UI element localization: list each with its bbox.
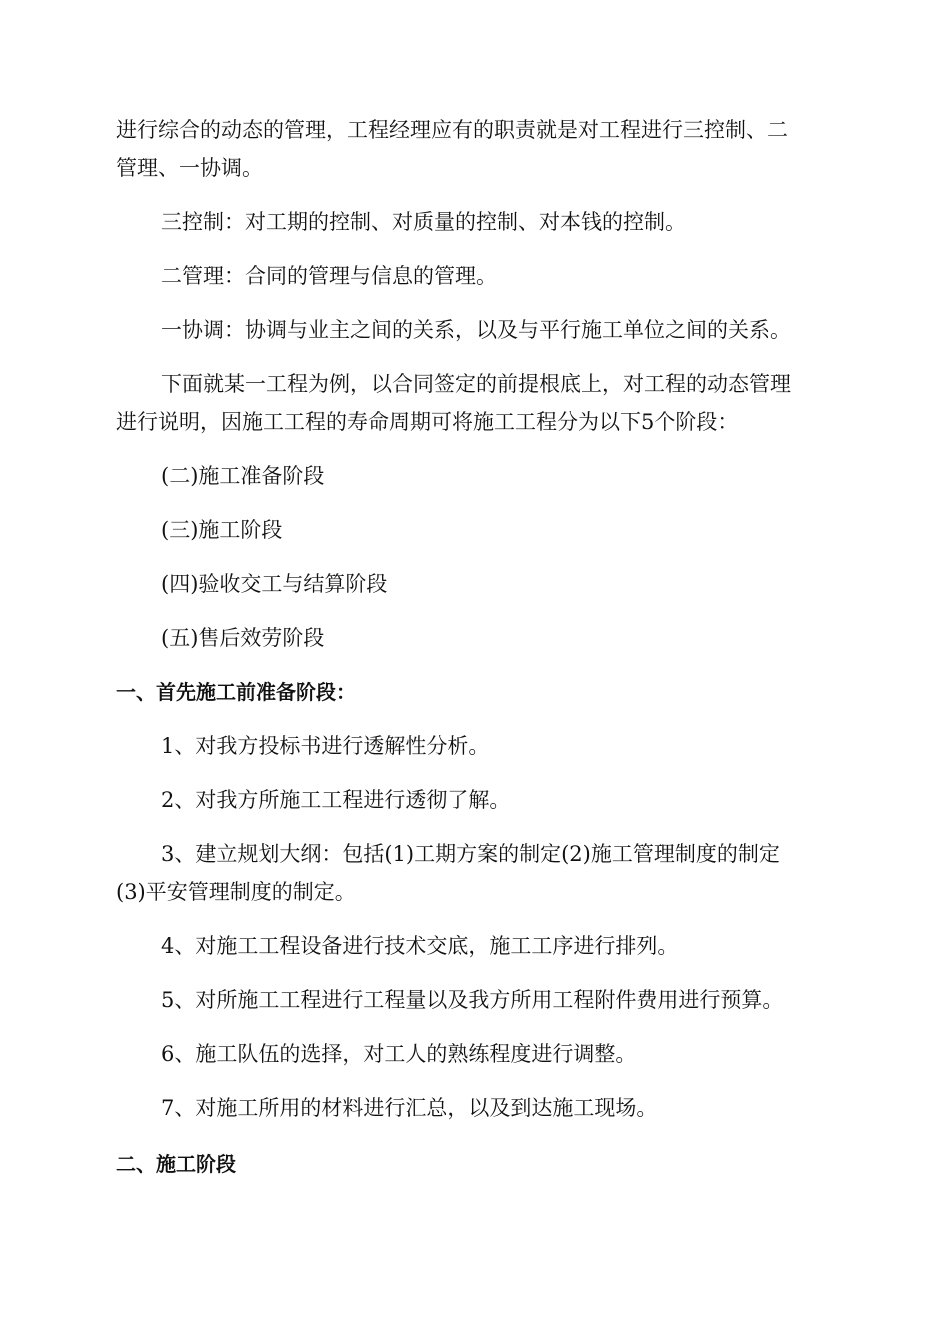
intro-line-1: 进行综合的动态的管理，工程经理应有的职责就是对工程进行三控制、二 — [116, 118, 788, 142]
example-line-2: 进行说明，因施工工程的寿命周期可将施工工程分为以下5个阶段： — [116, 410, 739, 434]
two-management-paragraph: 二管理：合同的管理与信息的管理。 — [161, 264, 497, 288]
three-controls-paragraph: 三控制：对工期的控制、对质量的控制、对本钱的控制。 — [161, 210, 686, 234]
section-1-item-continuation: (3)平安管理制度的制定。 — [116, 880, 356, 904]
section-1-item: 5、对所施工工程进行工程量以及我方所用工程附件费用进行预算。 — [161, 988, 784, 1012]
stage-item: (三)施工阶段 — [161, 518, 283, 542]
section-1-heading: 一、首先施工前准备阶段： — [116, 680, 356, 704]
stage-item: (五)售后效劳阶段 — [161, 626, 325, 650]
section-1-item: 6、施工队伍的选择，对工人的熟练程度进行调整。 — [161, 1042, 637, 1066]
stage-item: (四)验收交工与结算阶段 — [161, 572, 388, 596]
section-1-item: 3、建立规划大纲：包括(1)工期方案的制定(2)施工管理制度的制定 — [161, 842, 780, 866]
example-line-1: 下面就某一工程为例，以合同签定的前提根底上，对工程的动态管理 — [161, 372, 791, 396]
section-2-heading: 二、施工阶段 — [116, 1152, 236, 1176]
section-1-item: 1、对我方投标书进行透解性分析。 — [161, 734, 490, 758]
stage-item: (二)施工准备阶段 — [161, 464, 325, 488]
intro-line-2: 管理、一协调。 — [116, 156, 263, 180]
section-1-item: 4、对施工工程设备进行技术交底，施工工序进行排列。 — [161, 934, 679, 958]
section-1-item: 2、对我方所施工工程进行透彻了解。 — [161, 788, 511, 812]
one-coordination-paragraph: 一协调：协调与业主之间的关系，以及与平行施工单位之间的关系。 — [161, 318, 791, 342]
section-1-item: 7、对施工所用的材料进行汇总，以及到达施工现场。 — [161, 1096, 658, 1120]
